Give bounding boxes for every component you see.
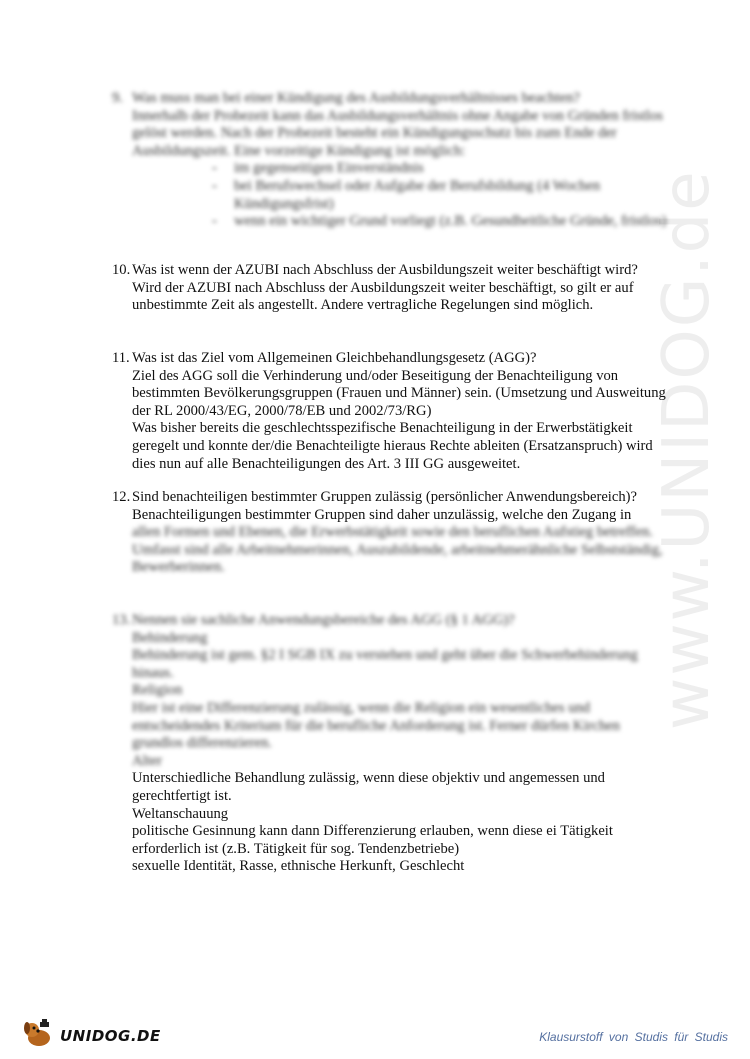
section-text: politische Gesinnung kann dann Differenzierung erlauben, wenn diese ei Tätigkeit erforderlich ist (z.B. Tätigkeit für sog. Tendenzbetriebe) (132, 823, 613, 857)
section-text: Behinderung ist gem. §2 I SGB IX zu verstehen und geht über die Schwerbehinderung hinaus. (132, 647, 638, 681)
question-number: 13. (112, 612, 131, 628)
section-title: Religion (132, 682, 183, 699)
section-text: Hier ist eine Differenzierung zulässig, wenn die Religion ein wesentliches und entscheidendes Kriterium für die berufliche Anforderung ist. Ferner dürfen Kirchen grundlos differenzieren. (132, 699, 620, 752)
list-item: - im gegenseitigen Einverständnis (212, 160, 672, 178)
question-number: 11. (112, 350, 130, 366)
answer-text: Wird der AZUBI nach Abschluss der Ausbildungszeit weiter beschäftigt, so gilt er auf unbestimmte Zeit als angestellt. Andere vertragliche Regelungen sind möglich. (132, 279, 634, 314)
list-item: - bei Berufswechsel oder Aufgabe der Berufsbildung (4 Wochen Kündigungsfrist) (212, 178, 672, 213)
section-text: Unterschiedliche Behandlung zulässig, wenn diese objektiv und angemessen und gerechtfertigt ist. (132, 770, 605, 804)
dog-icon (22, 1018, 56, 1053)
question-13 (112, 612, 672, 876)
watermark: www.UNIDOG.de (650, 169, 724, 730)
question-number: 9. (112, 90, 123, 106)
unidog-logo[interactable] (22, 1018, 161, 1053)
question-text: Was ist wenn der AZUBI nach Abschluss der Ausbildungszeit weiter beschäftigt wird? (132, 262, 638, 278)
answer-text: Ziel des AGG soll die Verhinderung und/oder Beseitigung der Benachteiligung von bestimmten Bevölkerungsgruppen (Frauen und Männer) sein. (Umsetzung und Ausweitung der RL 2000/43/EG, 2000/78/EB und 2002/73/RG) (132, 367, 666, 419)
answer-text-blurred: Umfasst sind alle Arbeitnehmerinnen, Auszubildende, arbeitnehmerähnliche Selbstständig, Bewerberinnen. (132, 541, 663, 576)
answer-text: Innerhalb der Probezeit kann das Ausbildungsverhältnis ohne Angabe von Gründen fristlos gelöst werden. Nach der Probezeit besteht ein Kündigungsschutz bis zum Ende der Ausbildungszeit. Eine vorzeitige Kündigung ist möglich: (132, 107, 663, 159)
question-text: Was muss man bei einer Kündigung des Ausbildungsverhältnisses beachten? (132, 90, 580, 106)
question-11 (112, 350, 672, 473)
answer-text-blurred: allen Formen und Ebenen, die Erwerbstätigkeit sowie den beruflichen Aufstieg betreffen. (132, 524, 653, 541)
question-text: Was ist das Ziel vom Allgemeinen Gleichbehandlungsgesetz (AGG)? (132, 350, 537, 366)
question-12 (112, 489, 672, 577)
question-9 (112, 90, 672, 231)
question-text: Sind benachteiligen bestimmter Gruppen zulässig (persönlicher Anwendungsbereich)? (132, 489, 637, 505)
section-text: sexuelle Identität, Rasse, ethnische Herkunft, Geschlecht (132, 858, 465, 875)
question-text: Nennen sie sachliche Anwendungsbereiche des AGG (§ 1 AGG)? (132, 612, 515, 628)
question-number: 10. (112, 262, 131, 278)
footer-tagline: Klausurstoff von Studis für Studis (539, 1030, 728, 1044)
section-title: Weltanschauung (132, 805, 229, 822)
question-number: 12. (112, 489, 131, 505)
answer-text: Benachteiligungen bestimmter Gruppen sind daher unzulässig, welche den Zugang in (132, 506, 632, 523)
logo-text: UNIDOG.DE (60, 1026, 161, 1045)
answer-text: Was bisher bereits die geschlechtsspezifische Benachteiligung in der Erwerbstätigkeit geregelt und konnte der/die Benachteiligte hieraus Rechte ableiten (Ersatzanspruch) wird dies nun auf alle Benachteiligungen des Art. 3 III GG ausgeweitet. (132, 420, 653, 472)
list-item: - wenn ein wichtiger Grund vorliegt (z.B. Gesundheitliche Gründe, fristlos) (212, 213, 672, 231)
bullet-list (112, 160, 672, 230)
section-title: Behinderung (132, 629, 208, 646)
question-10 (112, 262, 672, 315)
section-title: Alter (132, 752, 162, 769)
